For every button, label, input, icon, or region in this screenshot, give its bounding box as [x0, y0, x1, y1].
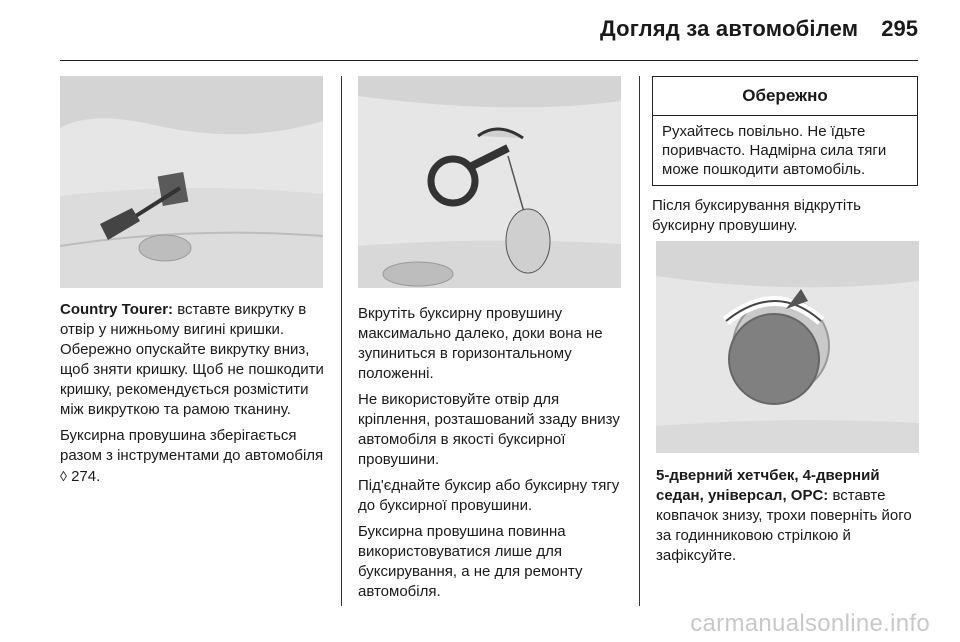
col1-p2-text: Буксирна провушина зберігається разом з інструментами до автомобіля [60, 427, 324, 464]
figure-towing-eye [358, 76, 621, 288]
col2-paragraph-2: Не використовуйте отвір для кріплення, розташований ззаду внизу автомобіля в якості буксирної провушини. [358, 391, 620, 468]
col3-p2-text: вставте ковпачок знизу, трохи поверніть його за годинниковою стрілкою й зафіксуйте. [656, 487, 912, 564]
page-number: 295 [881, 16, 918, 41]
screwdriver-tow-cover-icon [60, 76, 323, 288]
hatchback-sedan-label: 5-дверний хетчбек, 4-дверний седан, універсал, OPC: [656, 467, 880, 504]
page-title: Догляд за автомобілем [600, 16, 859, 41]
caution-title: Обережно [653, 77, 917, 116]
figure-cover-rotate [656, 241, 919, 453]
col2-paragraph-3: Під'єднайте буксир або буксирну тягу до буксирної провушини. [358, 477, 620, 514]
header-rule [60, 60, 918, 61]
caution-text: Рухайтесь повільно. Не їдьте поривчасто. Надмірна сила тяги може пошкодити автомобіль. [662, 123, 887, 178]
col2-paragraph-4: Буксирна провушина повинна використовуватися лише для буксирування, а не для ремонту автомобіля. [358, 523, 583, 600]
country-tourer-label: Country Tourer: [60, 301, 174, 318]
towing-eye-screw-in-icon [358, 76, 621, 288]
column-divider-2 [639, 76, 640, 606]
page-ref-icon: ◊ [60, 468, 67, 484]
col3-paragraph-2 [656, 466, 924, 566]
cover-rotate-clockwise-icon [656, 241, 919, 453]
col1-text [60, 300, 324, 493]
col1-paragraph-2 [60, 426, 324, 487]
col3-paragraph-1: Після буксирування відкрутіть буксирну провушину. [652, 197, 861, 234]
col3-text-2 [656, 466, 924, 572]
caution-box [652, 76, 918, 186]
col2-paragraph-1: Вкрутіть буксирну провушину максимально далеко, доки вона не зупиниться в горизонтальному положенні. [358, 305, 603, 382]
col3-text-1 [652, 196, 920, 242]
col1-p2-ref-page: 274. [66, 468, 101, 485]
col1-p1-text: вставте викрутку в отвір у нижньому вигині кришки. Обережно опускайте викрутку вниз, щоб зняти кришку. Щоб не пошкодити кришку, рекомендується розмістити між викруткою та рамою тканину. [60, 301, 324, 418]
column-divider-1 [341, 76, 342, 606]
watermark: carmanualsonline.info [690, 610, 930, 637]
col2-text [358, 304, 630, 608]
col1-paragraph-1 [60, 300, 324, 420]
figure-screwdriver-cover [60, 76, 323, 288]
